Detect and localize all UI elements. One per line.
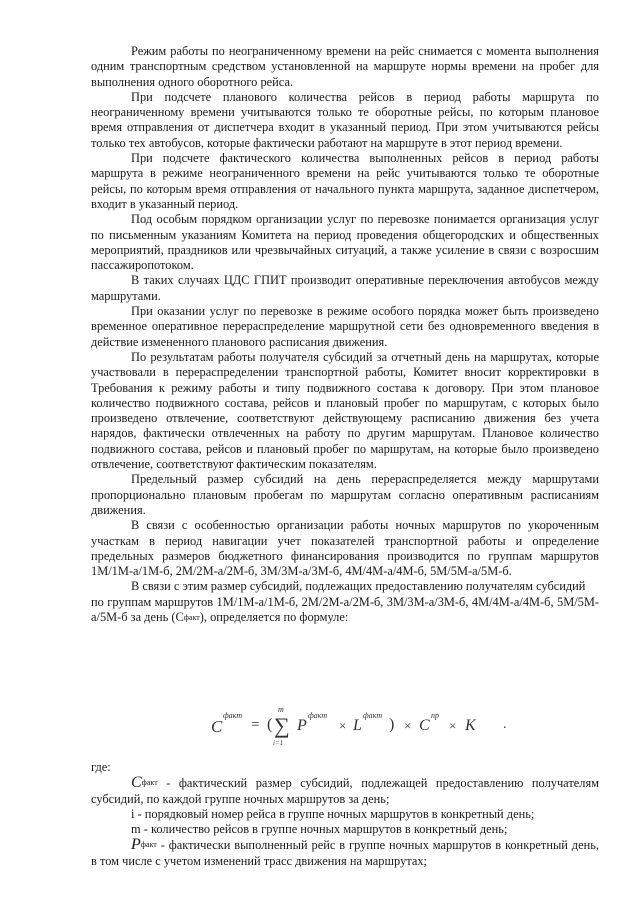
paragraph-cont-text: по группам маршрутов 1М/1М-а/1М-б, 2М/2М-а/2М-б, 3М/3М-а/3М-б, 4М/4М-а/4М-б, 5М/5М-а/5М-б за день (С xyxy=(91,594,599,624)
def-symbol-c-sup: факт xyxy=(141,778,158,788)
formula-sum-bottom: i=1 xyxy=(273,739,284,747)
paragraph-9: В связи с особенностью организации работы ночных маршрутов по укороченным участкам в период навигации учет показателей транспортной работы и определение предельных размеров бюджетного финансирования производится по группам маршрутов 1М/1М-а/1М-б, 2М/2М-а/2М-б, 3М/3М-а/3М-б, 4М/4М-а/4М-б, 5М/5М-а/5М-б. xyxy=(91,518,599,579)
formula-times-3: × xyxy=(449,718,457,733)
paragraph-10: В связи с этим размер субсидий, подлежащих предоставлению получателям субсидий xyxy=(131,579,586,594)
formula-lhs: C xyxy=(211,717,223,736)
paragraph-5: В таких случаях ЦДС ГПИТ производит оперативные переключения автобусов между маршрутами. xyxy=(91,273,599,303)
definition-c-fact xyxy=(91,775,599,807)
def-symbol-c: C xyxy=(131,774,142,792)
formula-times-1: × xyxy=(339,718,347,733)
formula-l: L xyxy=(353,717,362,734)
formula-p-sup: факт xyxy=(308,711,328,720)
paragraph-4: Под особым порядком организации услуг по перевозке понимается организация услуг по письменным указаниям Комитета на период проведения общегородских и общественных мероприятий, праздников или чрезвычайных ситуаций, а также усиление в связи с возросшим пассажиропотоком. xyxy=(91,212,599,273)
def-text-m: m - количество рейсов в группе ночных маршрутов в конкретный день; xyxy=(131,822,508,837)
def-symbol-p: P xyxy=(131,836,141,854)
where-label: где: xyxy=(91,760,111,774)
formula-c: C xyxy=(419,717,430,734)
definition-p-fact xyxy=(91,837,599,869)
paragraph-cont-sup: факт xyxy=(183,612,200,622)
def-text-i: i - порядковый номер рейса в группе ночных маршрутов в конкретный день; xyxy=(131,806,535,821)
def-text-p: - фактически выполненный рейс в группе ночных маршрутов в конкретный день, в том числе с учетом изменений трасс движения на маршрутах; xyxy=(91,838,599,868)
formula-close-paren: ) xyxy=(389,716,395,733)
paragraph-2: При подсчете планового количества рейсов в период работы маршрута по неограниченному времени учитываются только те оборотные рейсы, по которым плановое время отправления от диспетчера входит в указанный период. При этом учитываются рейсы только тех автобусов, которые фактически работают на маршруте в этот период времени. xyxy=(91,89,599,150)
paragraph-1: Режим работы по неограниченному времени на рейс снимается с момента выполнения одним транспортным средством установленной на маршруте нормы времени на пробег для выполнения одного оборотного рейса. xyxy=(91,44,599,89)
paragraph-7: По результатам работы получателя субсидий за отчетный день на маршрутах, которые участвовали в перераспределении транспортной работы, Комитет вносит корректировки в Требования к режиму работы и типу подвижного состава к договору. При этом плановое количество подвижного состава, рейсов и плановый пробег по маршрутам, с которых было произведено отвлечение, соответствуют действующему расписанию движения без учета нарядов, фактически отвлеченных на работу по другим маршрутам. Плановое количество подвижного состава, рейсов и плановый пробег по маршрутам, на которые было произведено отвлечение, соответствуют фактическим показателям. xyxy=(91,349,599,472)
definitions xyxy=(91,760,599,869)
paragraph-8: Предельный размер субсидий на день перераспределяется между маршрутами пропорционально плановым пробегам по маршрутам согласно оперативным расписаниям движения. xyxy=(91,472,599,517)
formula-sum-sign: ∑ xyxy=(274,713,290,738)
formula-p: P xyxy=(297,717,307,734)
formula-l-sup: факт xyxy=(363,711,383,720)
paragraph-10-continuation xyxy=(91,595,599,626)
definition-i xyxy=(91,807,599,822)
formula-sum-top: m xyxy=(278,705,284,714)
definition-m xyxy=(91,822,599,837)
paragraph-3: При подсчете фактического количества выполненных рейсов в период работы маршрута в режиме неограниченного времени на рейс учитываются только те оборотные рейсы, по которым время отправления от начального пункта маршрута, заданное диспетчером, входит в указанный период. xyxy=(91,151,599,211)
formula-k: K xyxy=(465,717,476,734)
formula-lhs-sup: факт xyxy=(223,711,243,720)
body-text xyxy=(91,44,599,625)
formula-open-paren: ( xyxy=(267,716,273,733)
formula-equals: = xyxy=(251,717,260,733)
formula-c-sup: пр xyxy=(431,711,439,720)
subsidy-formula xyxy=(211,707,511,751)
formula-times-2: × xyxy=(404,718,412,733)
formula-dot: . xyxy=(503,717,507,732)
paragraph-cont-end: ), определяется по формуле: xyxy=(199,609,349,624)
paragraph-6: При оказании услуг по перевозке в режиме особого порядка может быть произведено временное оперативное перераспределение маршрутной сети без одновременного введения в действие измененного планового расписания движения. xyxy=(91,304,599,349)
def-text-c: - фактический размер субсидий, подлежащей предоставлению получателям субсидий, по каждой группе ночных маршрутов за день; xyxy=(91,776,599,806)
def-symbol-p-sup: факт xyxy=(140,840,157,850)
